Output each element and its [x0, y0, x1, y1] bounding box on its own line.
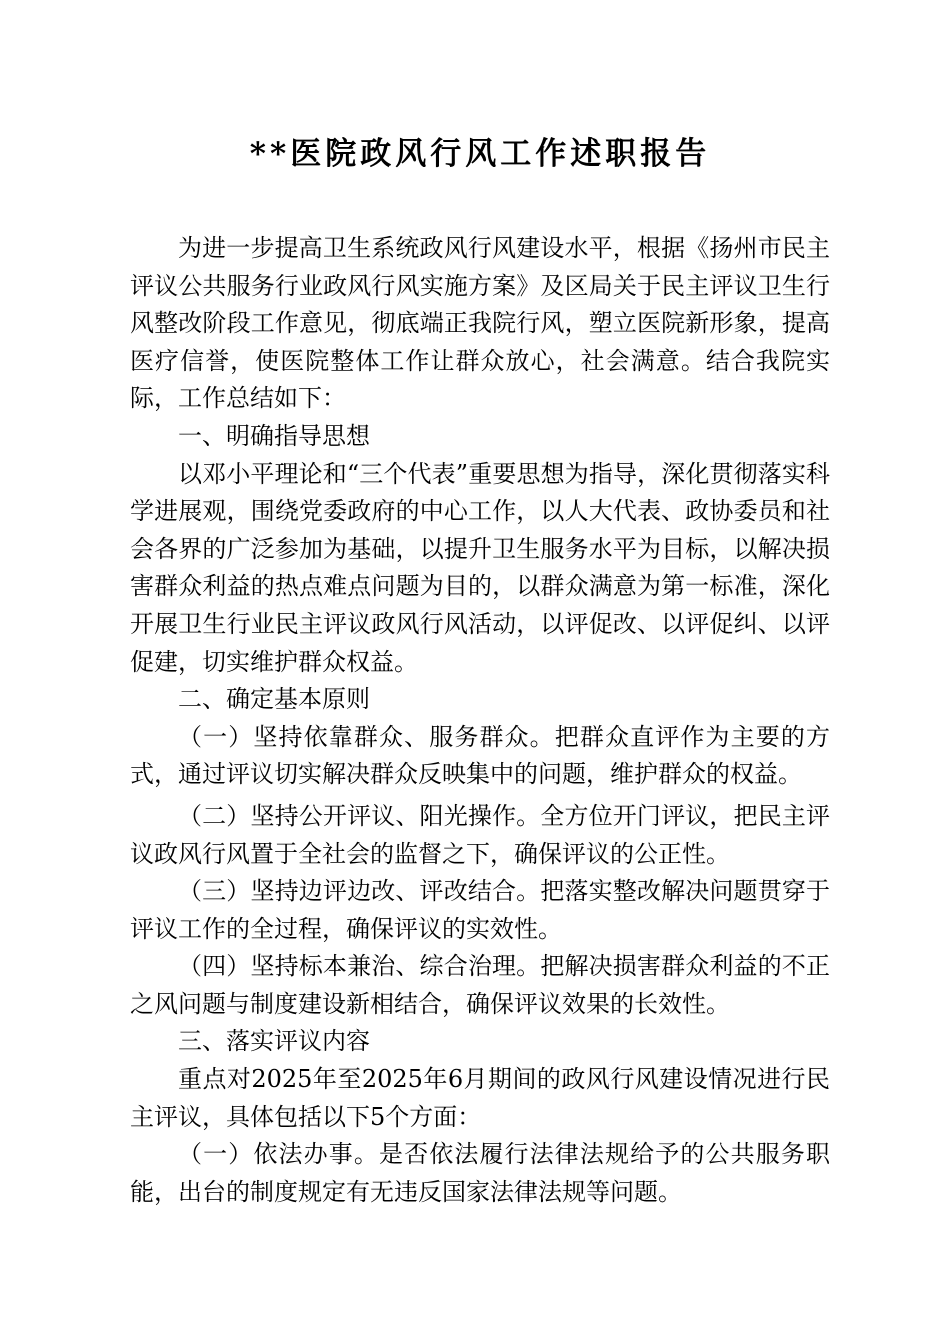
principle-1-paragraph: （一）坚持依靠群众、服务群众。把群众直评作为主要的方式，通过评议切实解决群众反映集中的问题，维护群众的权益。	[130, 722, 830, 789]
document-title: **医院政风行风工作述职报告	[249, 136, 711, 172]
intro-paragraph: 为进一步提高卫生系统政风行风建设水平，根据《扬州市民主评议公共服务行业政风行风实施方案》及区局关于民主评议卫生行风整改阶段工作意见，彻底端正我院行风，塑立医院新形象，提高医疗信誉，使医院整体工作让群众放心，社会满意。结合我院实际，工作总结如下：	[130, 234, 830, 413]
section-heading-basic-principles: 二、确定基本原则	[178, 685, 370, 714]
guiding-ideology-paragraph: 以邓小平理论和“三个代表”重要思想为指导，深化贯彻落实科学进展观，围绕党委政府的中心工作，以人大代表、政协委员和社会各界的广泛参加为基础，以提升卫生服务水平为目标，以解决损害群众利益的热点难点问题为目的，以群众满意为第一标准，深化开展卫生行业民主评议政风行风活动，以评促改、以评促纠、以评促建，切实维护群众权益。	[130, 459, 830, 676]
section-heading-review-content: 三、落实评议内容	[178, 1027, 370, 1056]
principle-4-paragraph: （四）坚持标本兼治、综合治理。把解决损害群众利益的不正之风问题与制度建设新相结合，确保评议效果的长效性。	[130, 952, 830, 1018]
review-scope-paragraph: 重点对2025年至2025年6月期间的政风行风建设情况进行民主评议，具体包括以下5个方面：	[130, 1065, 830, 1131]
principle-2-paragraph: （二）坚持公开评议、阳光操作。全方位开门评议，把民主评议政风行风置于全社会的监督之下，确保评议的公正性。	[130, 801, 830, 868]
principle-3-paragraph: （三）坚持边评边改、评改结合。把落实整改解决问题贯穿于评议工作的全过程，确保评议的实效性。	[130, 877, 830, 943]
section-heading-guiding-ideology: 一、明确指导思想	[178, 421, 370, 450]
review-item-1-paragraph: （一）依法办事。是否依法履行法律法规给予的公共服务职能，出台的制度规定有无违反国家法律法规等问题。	[130, 1140, 830, 1206]
document-body	[130, 230, 830, 1211]
